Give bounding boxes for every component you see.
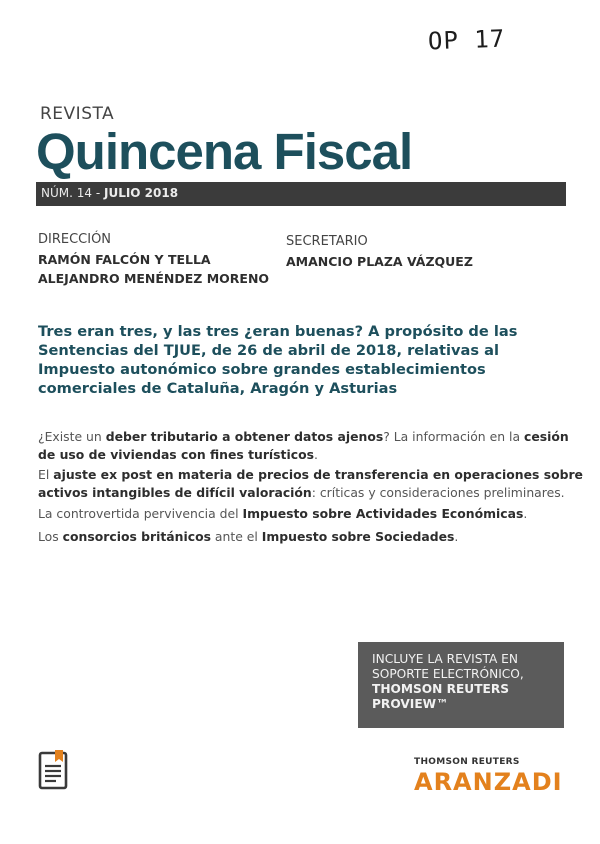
issue-bar: [36, 182, 566, 206]
promo-line: INCLUYE LA REVISTA EN: [372, 652, 518, 666]
article-text: El: [38, 467, 54, 482]
promo-line-strong: PROVIEW™: [372, 697, 449, 711]
article-item: [38, 528, 538, 546]
article-text-bold: cesión: [523, 429, 569, 444]
issue-info: [41, 186, 178, 200]
issue-date: JULIO 2018: [103, 186, 179, 200]
article-text: Los: [38, 529, 63, 544]
article-line: [38, 528, 538, 546]
direction-label: DIRECCIÓN: [38, 232, 112, 247]
lead-article-line: Impuesto autonómico sobre grandes establecimientos: [38, 361, 486, 378]
lead-article-line: comerciales de Cataluña, Aragón y Asturias: [38, 380, 398, 397]
secretary-name: AMANCIO PLAZA VÁZQUEZ: [286, 254, 473, 269]
article-text: .: [313, 447, 318, 462]
article-item: [38, 428, 569, 464]
secretary-label: SECRETARIO: [286, 234, 368, 249]
article-text: : críticas y consideraciones preliminares.: [311, 485, 565, 500]
article-text: La controvertida pervivencia del: [38, 506, 243, 521]
handwritten-annotation: OP 17: [427, 24, 506, 56]
article-line: [38, 505, 538, 523]
article-text-bold: de uso de viviendas con fines turísticos: [38, 447, 314, 462]
document-icon: [38, 750, 68, 790]
issue-separator: -: [92, 186, 104, 200]
director-name: RAMÓN FALCÓN Y TELLA: [38, 252, 211, 267]
journal-title: Quincena Fiscal: [36, 123, 413, 180]
promo-text: [372, 652, 524, 712]
lead-article-title: [38, 322, 518, 398]
promo-line: SOPORTE ELECTRÓNICO,: [372, 667, 524, 681]
article-text-bold: ajuste ex post en materia de precios de transferencia en operaciones sobre: [53, 467, 583, 482]
article-line: [38, 446, 538, 464]
publisher-brand: ARANZADI: [414, 768, 563, 796]
lead-article-line: Sentencias del TJUE, de 26 de abril de 2018, relativas al: [38, 342, 499, 359]
article-text-bold: Impuesto sobre Sociedades: [261, 529, 455, 544]
article-text: .: [523, 506, 528, 521]
article-text: ¿Existe un: [38, 429, 106, 444]
article-line: [38, 466, 583, 484]
article-line: [38, 428, 569, 446]
article-text-bold: consorcios británicos: [62, 529, 211, 544]
article-text-bold: deber tributario a obtener datos ajenos: [105, 429, 384, 444]
article-item: [38, 505, 538, 523]
issue-number: NÚM. 14: [41, 186, 93, 200]
article-text: ante el: [210, 529, 262, 544]
proview-promo-box: [358, 642, 564, 728]
article-line: [38, 484, 565, 502]
lead-article-line: Tres eran tres, y las tres ¿eran buenas? A propósito de las: [38, 323, 518, 340]
promo-line-strong: THOMSON REUTERS: [372, 682, 509, 696]
publisher-parent: THOMSON REUTERS: [414, 757, 520, 767]
masthead-kicker: REVISTA: [40, 104, 115, 124]
article-text-bold: activos intangibles de difícil valoración: [38, 485, 312, 500]
article-text: ? La información en la: [383, 429, 524, 444]
director-name: ALEJANDRO MENÉNDEZ MORENO: [38, 271, 270, 286]
article-text: .: [454, 529, 459, 544]
article-item: [38, 466, 583, 502]
article-text-bold: Impuesto sobre Actividades Económicas: [242, 506, 524, 521]
